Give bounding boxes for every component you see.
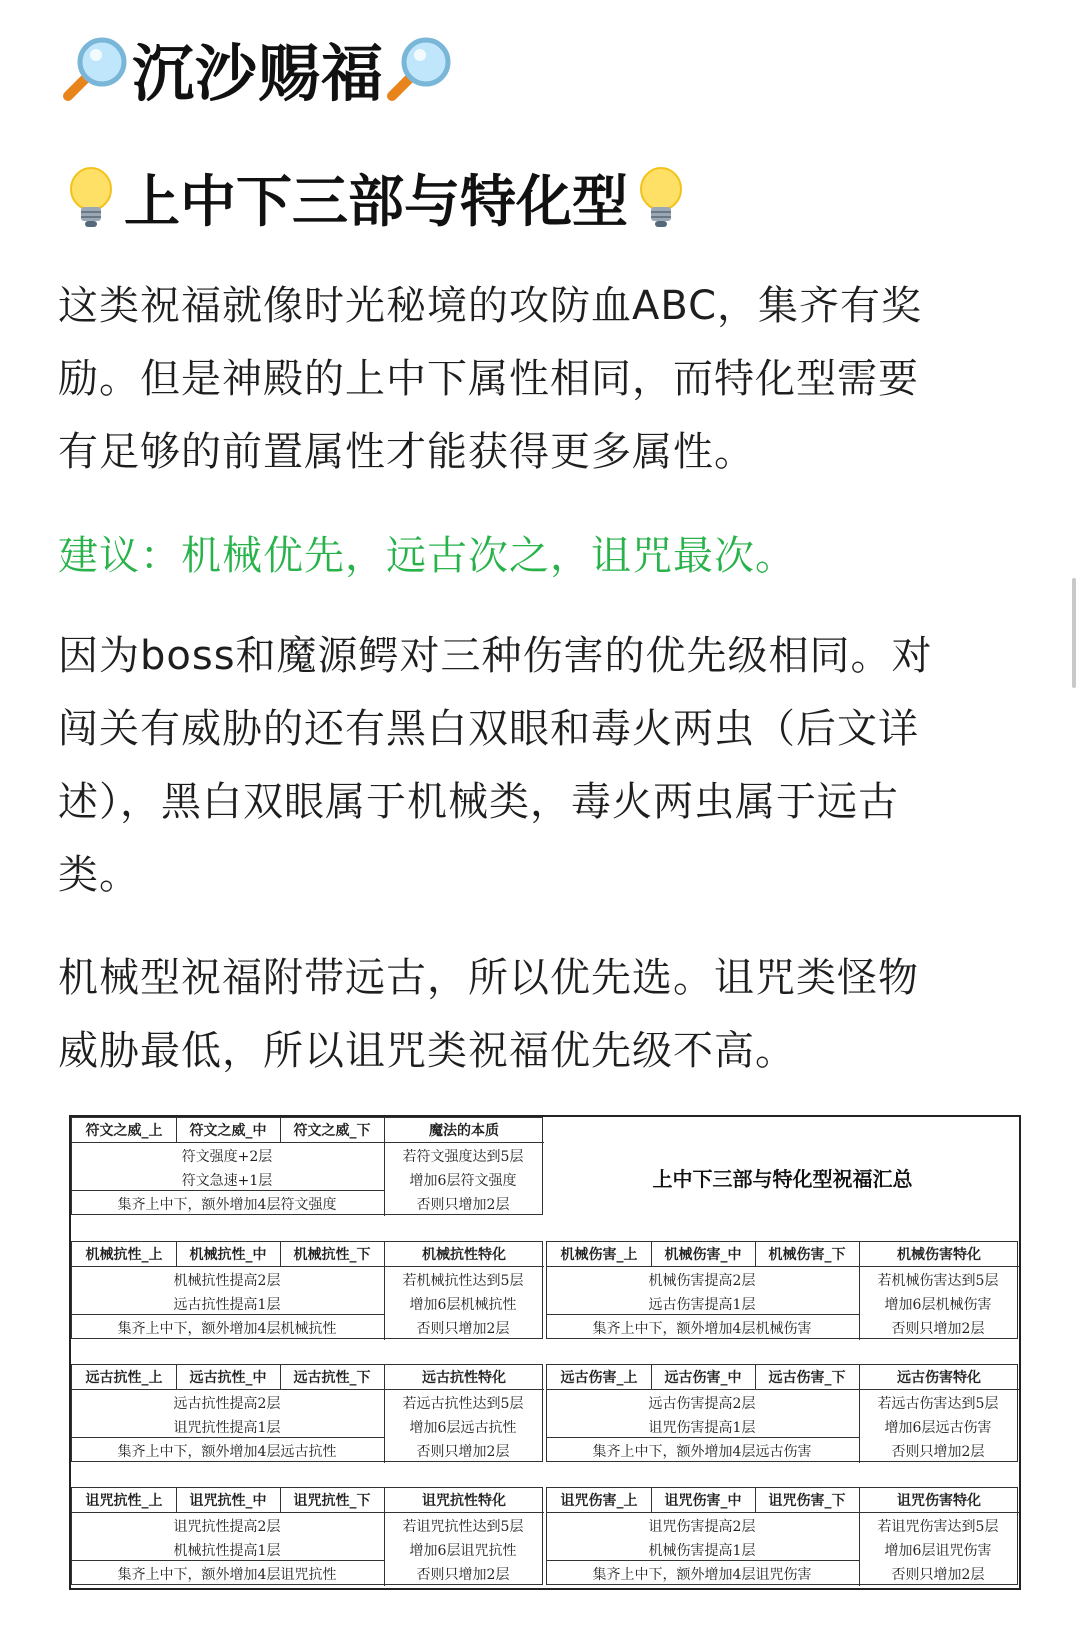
table-title: 上中下三部与特化型祝福汇总 — [652, 1166, 913, 1191]
special-effect-text: 若机械抗性达到5层 — [402, 1273, 524, 1289]
header-cell: 符文之威_中 — [189, 1123, 267, 1139]
header-cell: 诅咒抗性_下 — [293, 1493, 371, 1509]
header-cell: 远古抗性_下 — [293, 1370, 371, 1386]
effect-text: 集齐上中下，额外增加4层机械抗性 — [117, 1321, 337, 1337]
header-cell: 诅咒抗性_中 — [189, 1493, 267, 1509]
special-effect-text: 增加6层远古抗性 — [409, 1420, 517, 1436]
effect-text: 符文强度+2层 — [181, 1149, 273, 1165]
blessing-block — [71, 1241, 543, 1339]
header-cell: 机械伤害_下 — [768, 1247, 846, 1263]
header-cell: 远古伤害_上 — [560, 1370, 638, 1386]
effect-text: 机械伤害提高2层 — [648, 1273, 756, 1289]
page-title: 沉沙赐福 — [132, 36, 385, 110]
header-cell: 机械抗性_下 — [293, 1247, 371, 1263]
effect-text: 诅咒伤害提高2层 — [648, 1519, 756, 1535]
effect-text: 诅咒伤害提高1层 — [648, 1420, 756, 1436]
effect-text: 远古抗性提高1层 — [173, 1297, 281, 1313]
magnifier-icon — [384, 32, 456, 104]
special-effect-text: 增加6层诅咒伤害 — [884, 1543, 992, 1559]
effect-text: 机械抗性提高2层 — [173, 1273, 281, 1289]
special-effect-text: 若诅咒伤害达到5层 — [877, 1519, 999, 1535]
scrollbar[interactable] — [1072, 578, 1076, 688]
header-cell: 远古伤害_下 — [768, 1370, 846, 1386]
header-cell: 远古抗性特化 — [422, 1370, 506, 1386]
header-cell: 远古伤害特化 — [897, 1370, 981, 1386]
effect-text: 集齐上中下，额外增加4层诅咒伤害 — [592, 1567, 812, 1583]
header-cell: 诅咒伤害_下 — [768, 1493, 846, 1509]
special-effect-text: 增加6层机械抗性 — [409, 1297, 517, 1313]
header-cell: 机械伤害_中 — [664, 1247, 742, 1263]
reason-paragraph: 因为boss和魔源鳄对三种伤害的优先级相同。对 闯关有威胁的还有黑白双眼和毒火两虫（后文详 述），黑白双眼属于机械类，毒火两虫属于远古 类。 — [58, 633, 933, 898]
effect-text: 集齐上中下，额外增加4层符文强度 — [117, 1197, 337, 1213]
special-effect-text: 增加6层机械伤害 — [884, 1297, 992, 1313]
effect-text: 机械伤害提高1层 — [648, 1543, 756, 1559]
section-heading: 上中下三部与特化型 — [124, 170, 628, 235]
effect-text: 诅咒抗性提高1层 — [173, 1420, 281, 1436]
header-cell: 符文之威_下 — [293, 1123, 371, 1139]
blessing-block — [71, 1487, 543, 1585]
magnifier-icon — [60, 32, 132, 104]
effect-text: 远古伤害提高1层 — [648, 1297, 756, 1313]
special-effect-text: 增加6层诅咒抗性 — [409, 1543, 517, 1559]
special-effect-text: 若符文强度达到5层 — [402, 1149, 524, 1165]
header-cell: 远古抗性_上 — [85, 1370, 163, 1386]
special-effect-text: 否则只增加2层 — [416, 1444, 510, 1460]
special-effect-text: 若机械伤害达到5层 — [877, 1273, 999, 1289]
blessing-block — [71, 1364, 543, 1462]
page-title-row — [60, 30, 456, 110]
header-cell: 诅咒抗性_上 — [85, 1493, 163, 1509]
header-cell: 诅咒抗性特化 — [422, 1493, 506, 1509]
light-bulb-icon — [636, 165, 686, 231]
blessing-block — [546, 1487, 1018, 1585]
header-cell: 诅咒伤害特化 — [897, 1493, 981, 1509]
blessing-block — [71, 1117, 543, 1215]
effect-text: 机械抗性提高1层 — [173, 1543, 281, 1559]
effect-text: 诅咒抗性提高2层 — [173, 1519, 281, 1535]
header-cell: 机械伤害特化 — [897, 1247, 981, 1263]
header-cell: 机械抗性_中 — [189, 1247, 267, 1263]
header-cell: 机械抗性特化 — [422, 1247, 506, 1263]
blessing-summary-table — [69, 1115, 1021, 1590]
effect-text: 符文急速+1层 — [181, 1173, 273, 1189]
effect-text: 集齐上中下，额外增加4层远古伤害 — [592, 1444, 812, 1460]
advice-text: 建议：机械优先，远古次之，诅咒最次。 — [58, 533, 796, 579]
special-effect-text: 否则只增加2层 — [891, 1444, 985, 1460]
header-cell: 符文之威_上 — [85, 1123, 163, 1139]
special-effect-text: 若诅咒抗性达到5层 — [402, 1519, 524, 1535]
effect-text: 集齐上中下，额外增加4层诅咒抗性 — [117, 1567, 337, 1583]
special-effect-text: 否则只增加2层 — [891, 1321, 985, 1337]
header-cell: 诅咒伤害_上 — [560, 1493, 638, 1509]
mechanical-paragraph: 机械型祝福附带远古，所以优先选。诅咒类怪物 威胁最低，所以诅咒类祝福优先级不高。 — [58, 955, 919, 1074]
header-cell: 诅咒伤害_中 — [664, 1493, 742, 1509]
header-cell: 魔法的本质 — [429, 1123, 499, 1139]
special-effect-text: 增加6层远古伤害 — [884, 1420, 992, 1436]
light-bulb-icon — [66, 165, 116, 231]
effect-text: 远古伤害提高2层 — [648, 1396, 756, 1412]
header-cell: 机械伤害_上 — [560, 1247, 638, 1263]
special-effect-text: 若远古抗性达到5层 — [402, 1396, 524, 1412]
header-cell: 机械抗性_上 — [85, 1247, 163, 1263]
special-effect-text: 否则只增加2层 — [416, 1197, 510, 1213]
effect-text: 集齐上中下，额外增加4层远古抗性 — [117, 1444, 337, 1460]
effect-text: 集齐上中下，额外增加4层机械伤害 — [592, 1321, 812, 1337]
special-effect-text: 否则只增加2层 — [416, 1321, 510, 1337]
header-cell: 远古抗性_中 — [189, 1370, 267, 1386]
special-effect-text: 增加6层符文强度 — [409, 1173, 517, 1189]
effect-text: 远古抗性提高2层 — [173, 1396, 281, 1412]
blessing-block — [546, 1364, 1018, 1462]
blessing-block — [546, 1241, 1018, 1339]
intro-paragraph: 这类祝福就像时光秘境的攻防血ABC，集齐有奖 励。但是神殿的上中下属性相同，而特化型需要 有足够的前置属性才能获得更多属性。 — [58, 283, 923, 475]
special-effect-text: 否则只增加2层 — [416, 1567, 510, 1583]
section-heading-row — [66, 160, 686, 236]
special-effect-text: 否则只增加2层 — [891, 1567, 985, 1583]
header-cell: 远古伤害_中 — [664, 1370, 742, 1386]
special-effect-text: 若远古伤害达到5层 — [877, 1396, 999, 1412]
